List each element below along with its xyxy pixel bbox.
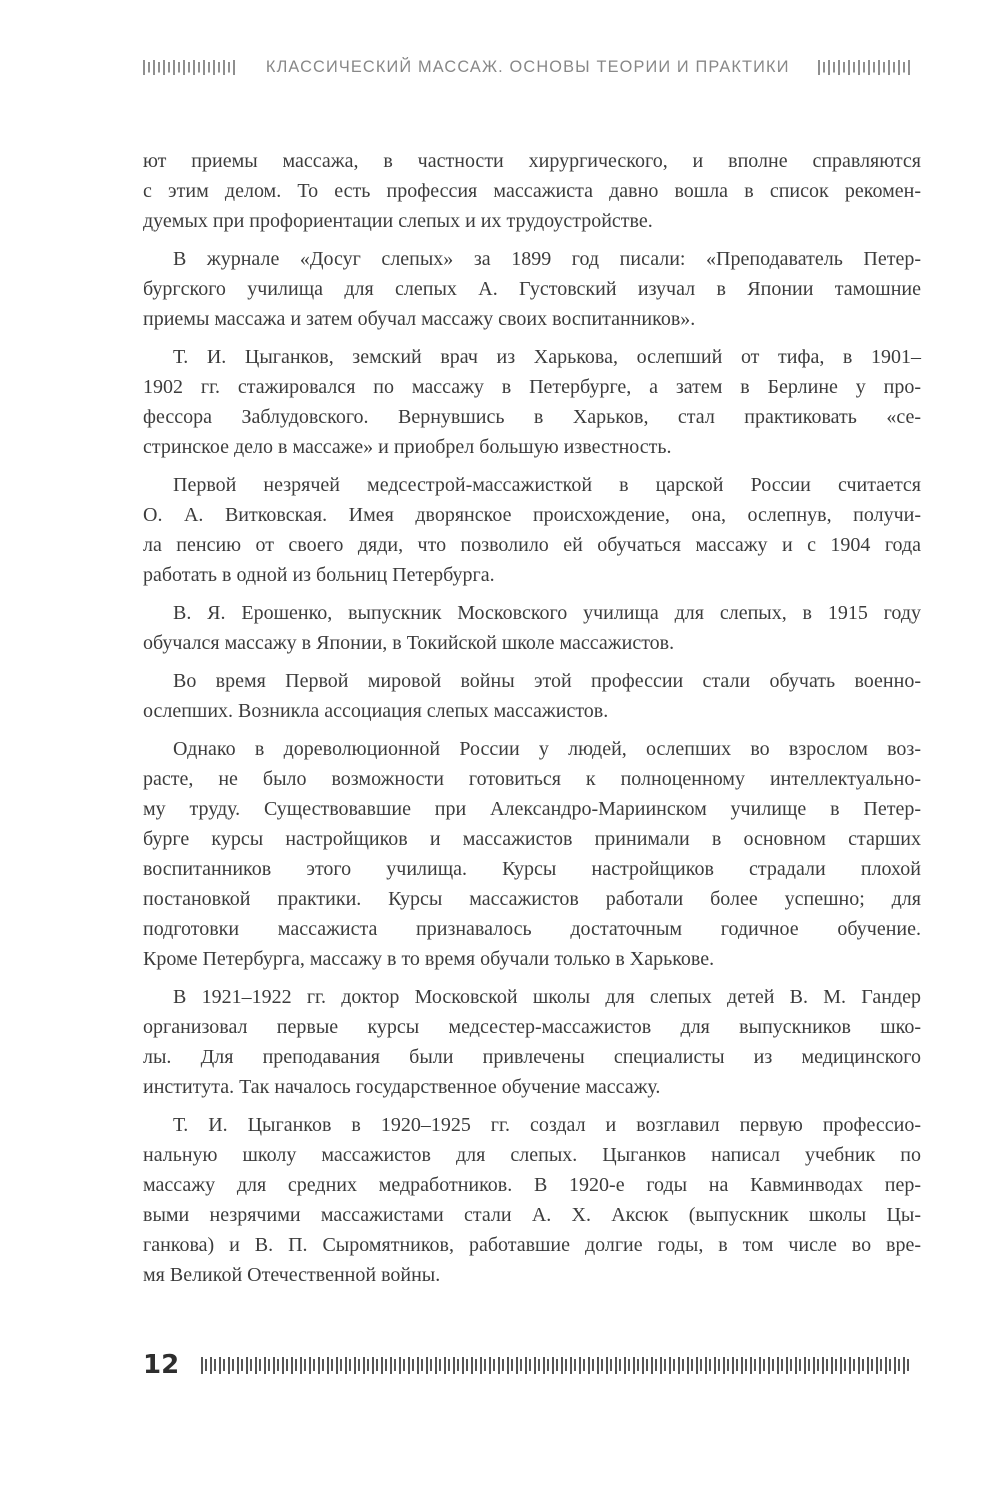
text-line: ослепших. Возникла ассоциация слепых массажистов. (143, 700, 609, 722)
text-line: Во время Первой мировой войны этой профессии стали обучать военно- (173, 670, 921, 692)
text-line: выми незрячими массажистами стали А. Х. Аксюк (выпускник школы Цы- (143, 1204, 921, 1226)
page-footer (143, 1350, 912, 1380)
text-line: лы. Для преподавания были привлечены специалисты из медицинского (143, 1046, 921, 1068)
text-line: нальную школу массажистов для слепых. Цыганков написал учебник по (143, 1144, 921, 1166)
page-number: 12 (143, 1350, 180, 1380)
text-line: подготовки массажиста признавалось достаточным годичное обучение. (143, 918, 921, 940)
text-line: дуемых при профориентации слепых и их трудоустройстве. (143, 210, 653, 232)
text-line: Т. И. Цыганков в 1920–1925 гг. создал и возглавил первую профессио- (173, 1114, 921, 1136)
text-line: В журнале «Досуг слепых» за 1899 год писали: «Преподаватель Петер- (173, 248, 921, 270)
page-body (143, 146, 921, 1290)
paragraph (143, 598, 921, 658)
running-header-title: КЛАССИЧЕСКИЙ МАССАЖ. ОСНОВЫ ТЕОРИИ И ПРАКТИКИ (265, 57, 790, 76)
text-line: бургского училища для слепых А. Густовский изучал в Японии тамошние (143, 278, 921, 300)
text-line: Первой незрячей медсестрой-массажисткой в царской России считается (173, 474, 921, 496)
text-line: приемы массажа и затем обучал массажу своих воспитанников». (143, 308, 696, 330)
footer-tick-rule-icon (201, 1357, 912, 1374)
text-line: Т. И. Цыганков, земский врач из Харькова, ослепший от тифа, в 1901– (173, 346, 921, 368)
paragraph (143, 244, 921, 334)
text-line: Однако в дореволюционной России у людей, ослепших во взрослом воз- (173, 738, 921, 760)
paragraph (143, 146, 921, 236)
text-line: 1902 гг. стажировался по массажу в Петербурге, а затем в Берлине у про- (143, 376, 921, 398)
text-line: Кроме Петербурга, массажу в то время обучали только в Харькове. (143, 948, 715, 970)
text-line: обучался массажу в Японии, в Токийской школе массажистов. (143, 632, 675, 654)
text-line: ганкова) и В. П. Сыромятников, работавшие долгие годы, в том числе во вре- (143, 1234, 921, 1256)
text-line: стринское дело в массаже» и приобрел большую известность. (143, 436, 672, 458)
text-line: института. Так началось государственное обучение массажу. (143, 1076, 661, 1098)
text-line: массажу для средних медработников. В 1920-е годы на Кавминводах пер- (143, 1174, 921, 1196)
text-line: му труду. Существовавшие при Александро-Мариинском училище в Петер- (143, 798, 921, 820)
text-line: ют приемы массажа, в частности хирургического, и вполне справляются (143, 150, 921, 172)
paragraph (143, 982, 921, 1102)
text-line: постановкой практики. Курсы массажистов работали более успешно; для (143, 888, 921, 910)
paragraph (143, 666, 921, 726)
text-line: расте, не было возможности готовиться к полноценному интеллектуально- (143, 768, 921, 790)
text-line: мя Великой Отечественной войны. (143, 1264, 441, 1286)
text-line: В. Я. Ерошенко, выпускник Московского училища для слепых, в 1915 году (173, 602, 921, 624)
text-line: В 1921–1922 гг. доктор Московской школы для слепых детей В. М. Гандер (173, 986, 921, 1008)
paragraph (143, 342, 921, 462)
text-line: О. А. Витковская. Имея дворянское происхождение, она, ослепнув, получи- (143, 504, 921, 526)
text-line: фессора Заблудовского. Вернувшись в Харьков, стал практиковать «се- (143, 406, 921, 428)
text-line: ла пенсию от своего дяди, что позволило ей обучаться массажу и с 1904 года (143, 534, 921, 556)
text-line: бурге курсы настройщиков и массажистов принимали в основном старших (143, 828, 921, 850)
header-tick-ornament-right-icon (818, 60, 912, 75)
paragraph (143, 734, 921, 974)
header-tick-ornament-left-icon (143, 60, 237, 75)
running-header (143, 57, 912, 77)
text-line: организовал первые курсы медсестер-массажистов для выпускников шко- (143, 1016, 921, 1038)
paragraph (143, 1110, 921, 1290)
text-line: с этим делом. То есть профессия массажиста давно вошла в список рекомен- (143, 180, 921, 202)
text-line: работать в одной из больниц Петербурга. (143, 564, 495, 586)
text-line: воспитанников этого училища. Курсы настройщиков страдали плохой (143, 858, 921, 880)
paragraph (143, 470, 921, 590)
